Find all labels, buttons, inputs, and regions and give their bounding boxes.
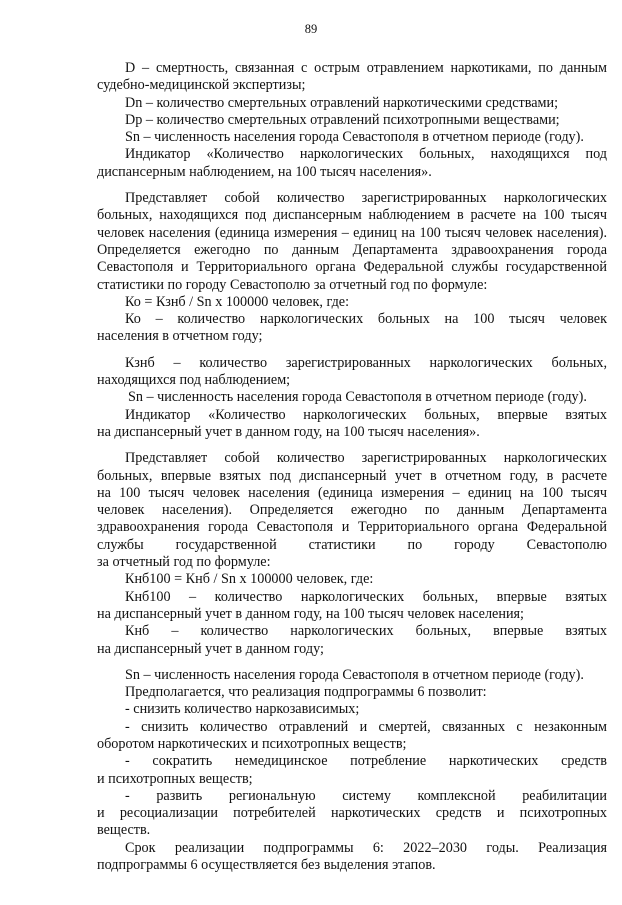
text-line: больных, находящихся под диспансерным наблюдением в расчете на 100 тысяч bbox=[97, 207, 607, 224]
text-line: веществ. bbox=[97, 822, 151, 839]
text-line: Sn – численность населения города Севастополя в отчетном периоде (году). bbox=[125, 666, 584, 683]
text-line: на диспансерный учет в данном году, на 100 тысяч населения». bbox=[97, 423, 480, 440]
text-line: - снизить количество наркозависимых; bbox=[125, 701, 360, 718]
text-line: населения в отчетном году; bbox=[97, 328, 263, 345]
text-line: находящихся под наблюдением; bbox=[97, 372, 291, 389]
text-line: Кзнб – количество зарегистрированных наркологических больных, bbox=[125, 354, 607, 371]
text-line: судебно-медицинской экспертизы; bbox=[97, 77, 306, 94]
page-number: 89 bbox=[304, 22, 318, 36]
text-line: Ко – количество наркологических больных на 100 тысяч человек bbox=[125, 311, 607, 328]
text-line: оборотом наркотических и психотропных веществ; bbox=[97, 735, 407, 752]
text-line: - сократить немедицинское потребление наркотических средств bbox=[125, 753, 607, 770]
text-line: D – смертность, связанная с острым отравлением наркотиками, по данным bbox=[125, 60, 607, 76]
document-body bbox=[97, 60, 607, 874]
text-line: статистики по городу Севастополю за отчетный год по формуле: bbox=[97, 276, 488, 293]
text-line: службы государственной статистики по городу Севастополю bbox=[97, 536, 607, 553]
text-line: Севастополя и Территориального органа Федеральной службы государственной bbox=[97, 259, 607, 276]
text-line: Dn – количество смертельных отравлений наркотическими средствами; bbox=[125, 94, 559, 111]
text-line: Срок реализации подпрограммы 6: 2022–2030 годы. Реализация bbox=[125, 839, 607, 856]
text-line: Индикатор «Количество наркологических больных, впервые взятых bbox=[125, 406, 607, 423]
text-line: Dp – количество смертельных отравлений психотропными веществами; bbox=[125, 111, 560, 128]
text-line: на диспансерный учет в данном году; bbox=[97, 640, 324, 657]
text-line: Кнб100 = Кнб / Sn х 100000 человек, где: bbox=[125, 571, 374, 588]
text-line: на 100 тысяч человек населения (единица измерения – единиц на 100 тысяч bbox=[97, 484, 607, 501]
text-line: на диспансерный учет в данном году, на 100 тысяч человек населения; bbox=[97, 605, 525, 622]
text-line: Sn – численность населения города Севастополя в отчетном периоде (году). bbox=[128, 389, 587, 406]
text-line: Sn – численность населения города Севастополя в отчетном периоде (году). bbox=[125, 129, 584, 146]
text-line: и психотропных веществ; bbox=[97, 770, 253, 787]
text-line: диспансерным наблюдением, на 100 тысяч населения». bbox=[97, 163, 432, 180]
text-line: подпрограммы 6 осуществляется без выделения этапов. bbox=[97, 857, 436, 874]
text-line: Представляет собой количество зарегистрированных наркологических bbox=[125, 190, 607, 207]
text-line: человек населения (единица измерения – единиц на 100 тысяч человек населения). bbox=[97, 224, 607, 241]
text-line: и ресоциализации потребителей наркотических средств и психотропных bbox=[97, 805, 607, 822]
text-line: Ко = Кзнб / Sn х 100000 человек, где: bbox=[125, 293, 350, 310]
text-line: Кнб100 – количество наркологических больных, впервые взятых bbox=[125, 588, 607, 605]
text-line: Индикатор «Количество наркологических больных, находящихся под bbox=[125, 146, 607, 163]
text-line: Определяется ежегодно по данным Департамента здравоохранения города bbox=[97, 241, 607, 258]
text-line: Представляет собой количество зарегистрированных наркологических bbox=[125, 450, 607, 467]
text-line: больных, впервые взятых под диспансерный учет в отчетном году, в расчете bbox=[97, 467, 607, 484]
text-line: Кнб – количество наркологических больных, впервые взятых bbox=[125, 623, 607, 640]
text-line: - снизить количество отравлений и смертей, связанных с незаконным bbox=[125, 718, 607, 735]
text-line: здравоохранения города Севастополя и Территориального органа Федеральной bbox=[97, 519, 607, 536]
text-line: человек населения). Определяется ежегодно по данным Департамента bbox=[97, 502, 607, 519]
text-line: за отчетный год по формуле: bbox=[97, 554, 271, 571]
text-line: Предполагается, что реализация подпрограммы 6 позволит: bbox=[125, 684, 487, 701]
text-line: - развить региональную систему комплексной реабилитации bbox=[125, 787, 607, 804]
